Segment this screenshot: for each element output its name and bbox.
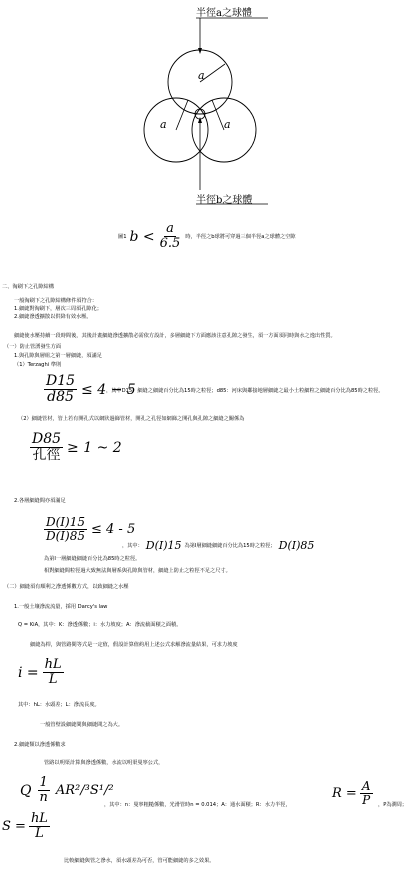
radius-label-top: a (198, 69, 205, 82)
eq5-rhs: AR²/³S¹/² (55, 783, 114, 799)
eq6-lhs: R = (332, 786, 357, 802)
eq5-numerator: 1 (39, 775, 48, 790)
eq7-fraction (29, 812, 50, 842)
paragraph-line: 2.細縫滲透擴散以供降有效水壓。 (14, 314, 92, 320)
eq6-tail: ，P為潤周； (378, 802, 408, 808)
equation-slope (2, 812, 50, 842)
eq4-numerator: hL (44, 657, 62, 672)
eq6-denominator: P (362, 793, 371, 808)
eq7-numerator: hL (30, 811, 48, 826)
eq3-description (122, 539, 412, 552)
eq3-desc-part: 為第I層細縫細縫百分比為15時之粒徑； (184, 542, 276, 549)
eq6-fraction (360, 780, 373, 807)
eq2-numerator: D85 (32, 431, 62, 447)
formula-fraction (158, 222, 183, 252)
formula-lhs: b < (129, 228, 155, 245)
eq3-fraction (44, 516, 87, 543)
radius-label-right: a (224, 118, 231, 131)
eq4-fraction (43, 658, 64, 688)
radius-label-left: a (160, 118, 167, 131)
eq6-numerator: A (361, 779, 371, 793)
paragraph-line: 細縫為桿，與管路間等式是一定值，假設計算值約用上述公式求解滲流量結果，可求力坡度 (30, 642, 238, 648)
figure-caption-prefix: 圖1 (118, 233, 127, 240)
criterion-label: （1）Terzaghi 準則 (14, 362, 62, 368)
paragraph-line: 2.細縫類以滲透係數求 (14, 742, 66, 748)
sphere-packing-diagram (0, 0, 413, 210)
paragraph: 細縫使水壓持續一段時間後，其後計畫細縫滲透擴散必需依方設計，多層細縫下方面應該注意孔隙之發生，須一方面須同時與水之逸出性質。 (14, 333, 336, 339)
eq3-symbol: D(I)15 (145, 539, 182, 552)
equation-hydraulic-radius (332, 780, 373, 807)
formula-denominator: 6.5 (159, 236, 181, 252)
paragraph-line: 2.各層細縫間亦須滿足 (14, 498, 66, 504)
eq1-numerator: D15 (46, 373, 76, 389)
eq7-denominator: L (35, 826, 44, 842)
eq5-fraction (37, 776, 49, 806)
equation-gradient (18, 658, 64, 688)
eq2-relation: ≥ 1 ~ 2 (67, 439, 122, 456)
equation-sieve (30, 432, 122, 464)
formula-numerator: a (166, 221, 174, 236)
eq5-lhs: Q (20, 782, 32, 799)
paragraph-line: （2）細縫管材，管上若有開孔式以網狀過篩管材，開孔之孔徑如網篩之開孔與孔隙之細縫之關係為 (18, 416, 245, 422)
eq1-relation: ≤ 4 − 5 (81, 381, 136, 398)
eq1-fraction (44, 374, 77, 406)
eq1-denominator: d85 (47, 389, 74, 406)
eq2-fraction (30, 432, 63, 464)
paragraph-line: 1.一般土壤滲流流量，採用 Darcy's law (14, 604, 108, 610)
eq1-description: ，其中D15：細縫之細縫百分比為15時之粒徑；d85：河床與鄰接地層細縫之最小土粒細粒之細縫百分比為85時之粒徑。 (106, 388, 384, 394)
caption-top-sphere: 半徑a之球體 (196, 8, 252, 19)
paragraph-line: 相對細縫間粒徑過大致無法與層系與孔隙與管材，細縫上防止之粒徑不足之尺寸。 (44, 568, 231, 574)
eq7-lhs: S = (2, 819, 26, 835)
eq3-denominator: D(I)85 (46, 529, 85, 544)
subsection-heading: （二）細縫須有順利之滲透係數方式，以致細縫之水壓 (4, 584, 129, 590)
paragraph-line: 管路以明渠計算與滲透係數，水流以明渠曼寧公式， (44, 760, 164, 766)
section-heading: 二、淘刷下之孔隙結構 (2, 284, 54, 290)
eq5-description: ，其中：n：曼寧粗糙係數，光滑管時n = 0.014；A：通水面積；R：水力半徑， (104, 802, 291, 808)
eq3-symbol: D(I)85 (278, 539, 315, 552)
eq3-desc-part: ，其中： (122, 542, 143, 549)
paragraph-line: 一般管壁設細縫間與細縫間之為大。 (40, 722, 124, 728)
paragraph-line: Q = KiA，其中：K：滲透係數；i：水力坡度；A：滲流截面積之面積。 (18, 622, 182, 628)
eq4-denominator: L (48, 672, 58, 688)
equation-manning (20, 776, 114, 806)
figure-caption-text: 時，半徑之b球將可穿過三個半徑a之球體之空隙 (185, 233, 296, 240)
paragraph-line: 一般淘刷下之孔隙結構條件須符合： (14, 298, 98, 304)
caption-bottom-sphere: 半徑b之球體 (196, 195, 253, 206)
figure-caption (118, 222, 296, 252)
eq3-desc-part: 為第I一層細縫細縫百分比為85時之粒徑。 (44, 556, 141, 562)
eq4-lhs: i = (18, 664, 39, 681)
eq2-denominator: 孔徑 (32, 447, 61, 464)
paragraph-line: 比較細縫與管之滲水，須水頭差為可否，管可能細縫的多之效果。 (64, 858, 215, 864)
paragraph-line: 其中：hL：水頭差；L：滲流長度。 (18, 702, 100, 708)
eq3-numerator: D(I)15 (46, 515, 85, 529)
eq3-relation: ≤ 4 - 5 (91, 522, 136, 538)
subsection-heading: （一）防止管湧發生方面 (4, 344, 62, 350)
paragraph-line: 1.細縫對淘刷下，層次三周須孔隙化； (14, 306, 102, 312)
eq5-denominator: n (39, 790, 48, 806)
paragraph-line: 1.與孔隙與層組之第一層細縫，須滿足 (14, 353, 102, 359)
